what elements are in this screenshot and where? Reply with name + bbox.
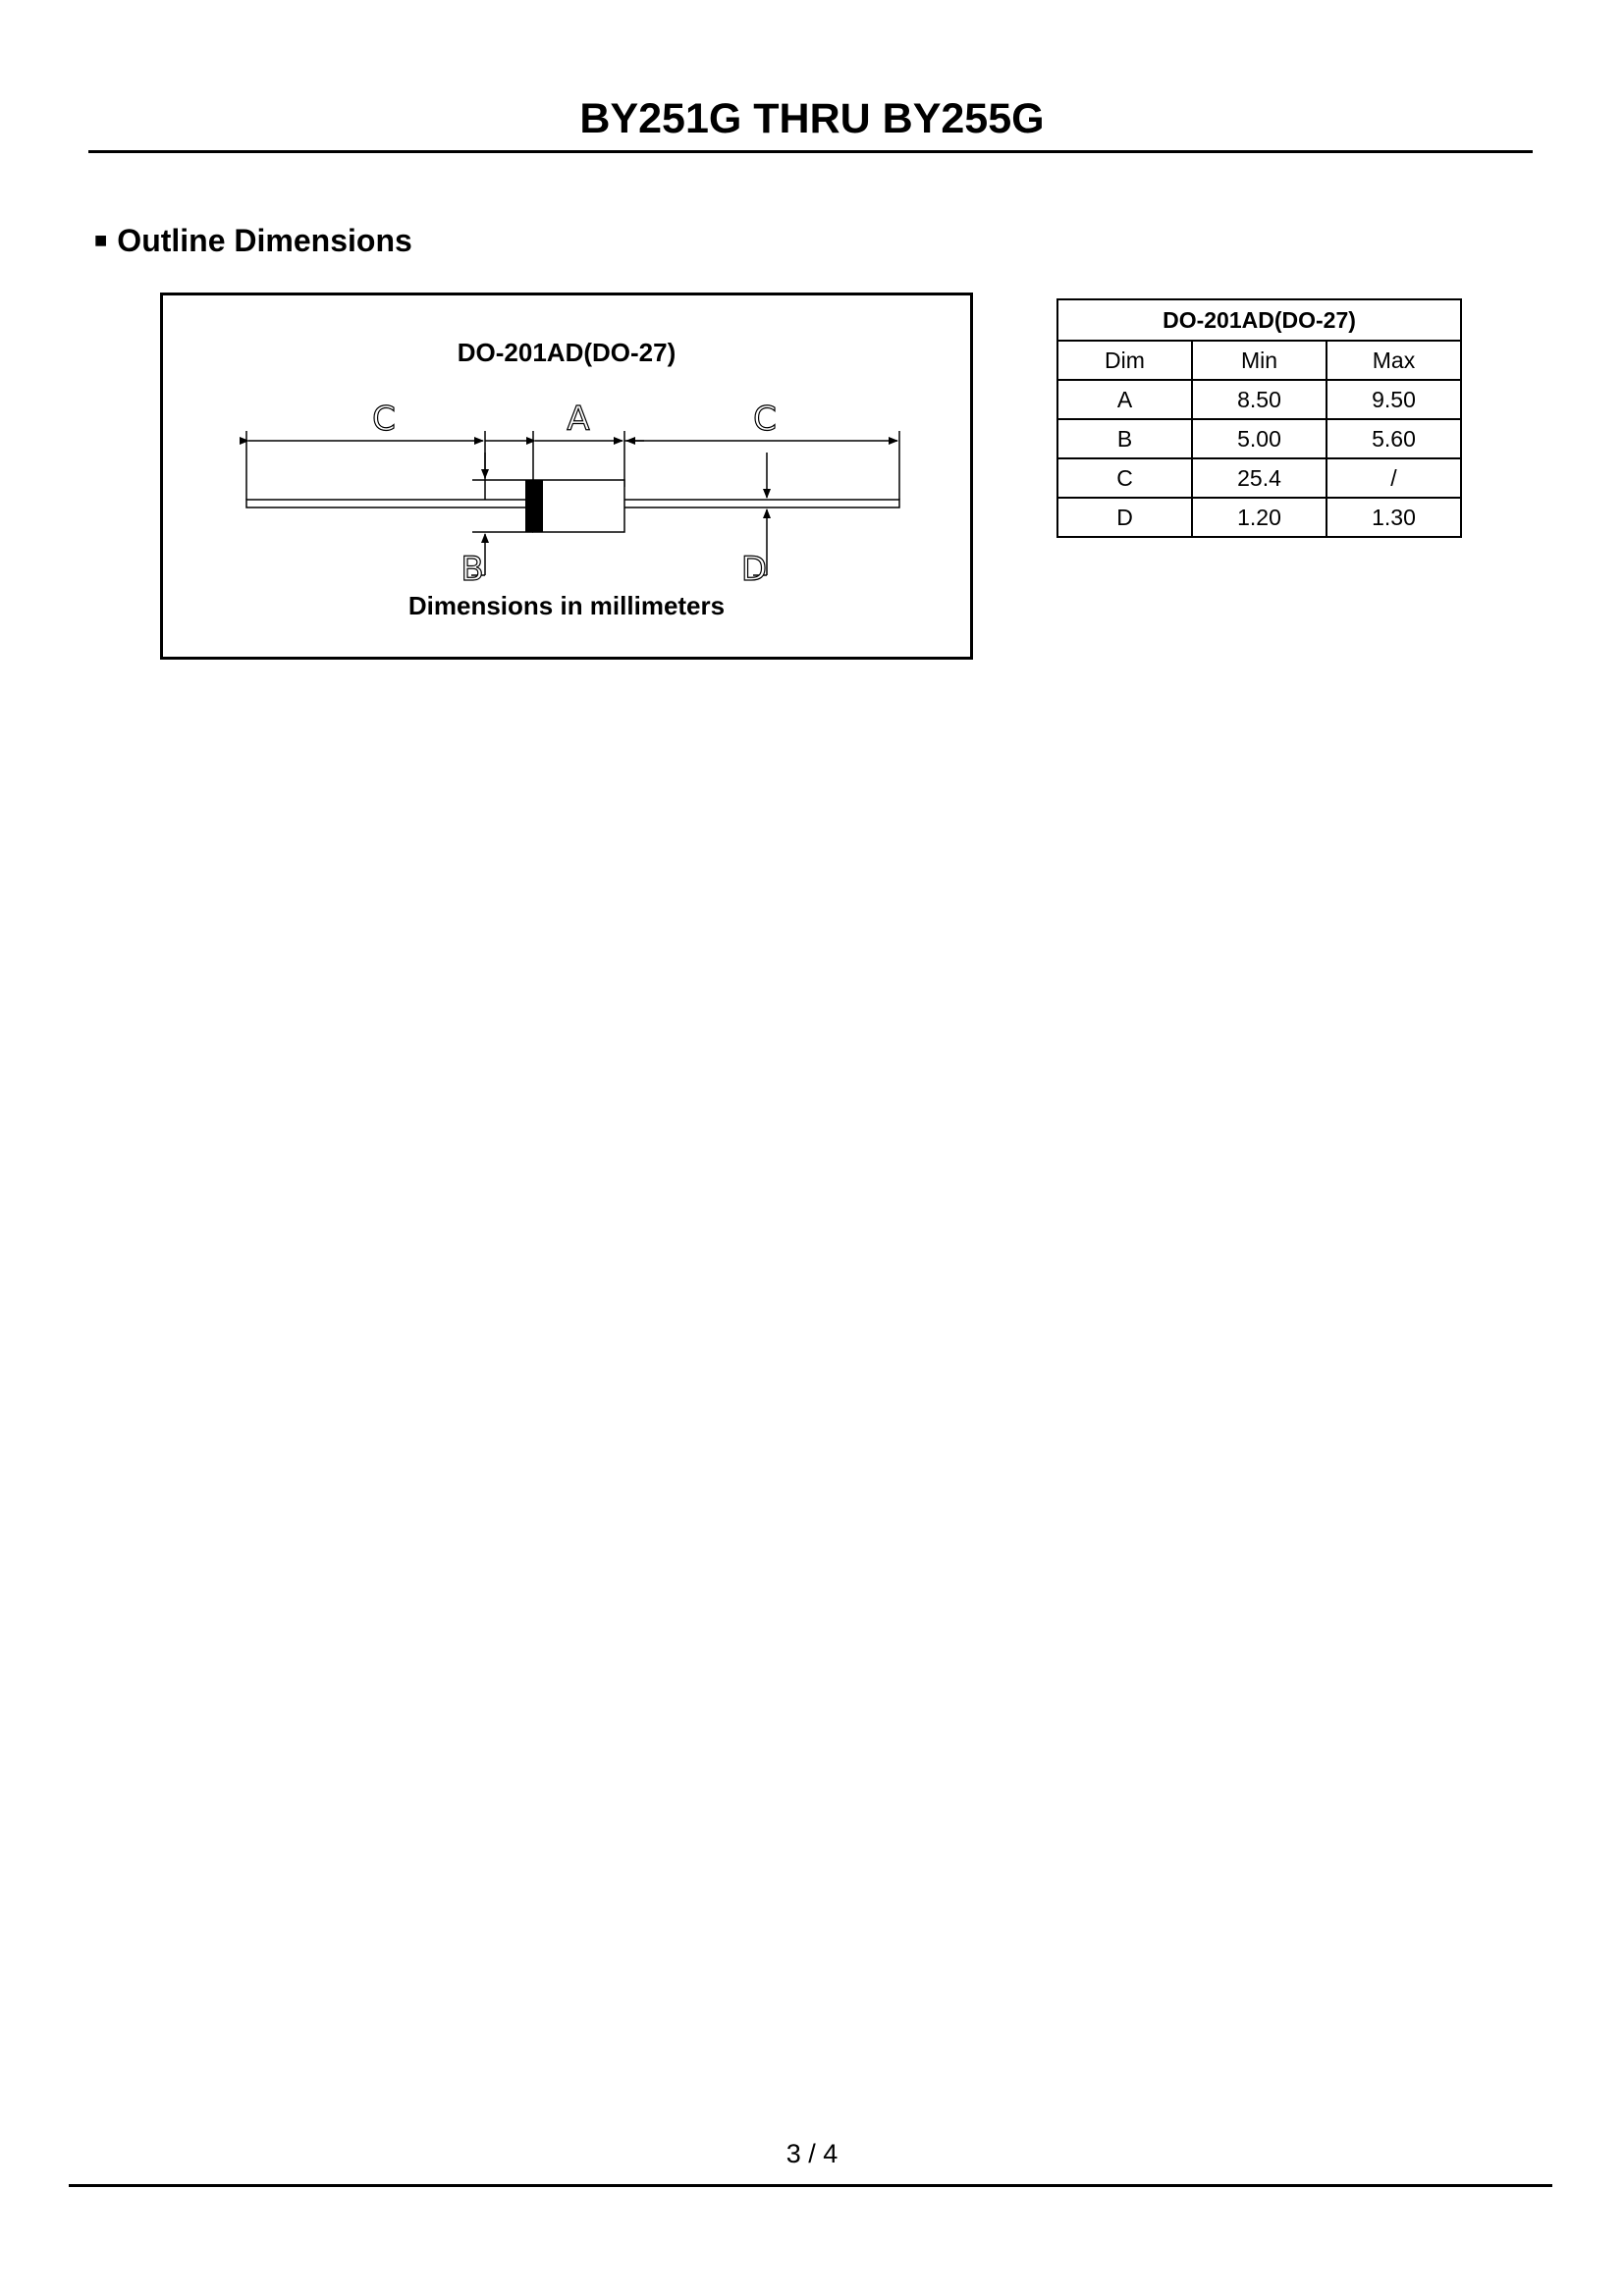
- table-row: [1057, 498, 1461, 537]
- cell-dim: C: [1057, 458, 1192, 498]
- cell-dim: B: [1057, 419, 1192, 458]
- footer-divider: [69, 2184, 1552, 2187]
- cell-max: 1.30: [1326, 498, 1461, 537]
- cell-min: 1.20: [1192, 498, 1326, 537]
- label-c-right: C: [753, 400, 777, 439]
- document-title: BY251G THRU BY255G: [579, 95, 1045, 142]
- figure-title: DO-201AD(DO-27): [457, 338, 677, 367]
- label-b: B: [460, 550, 484, 589]
- section-heading-text: Outline Dimensions: [117, 223, 412, 258]
- label-d: D: [740, 550, 768, 589]
- diode-body: [533, 480, 624, 532]
- square-bullet-icon: ■: [94, 228, 108, 252]
- dimensions-table: [1056, 298, 1462, 538]
- cell-max: 9.50: [1326, 380, 1461, 419]
- column-header-dim: Dim: [1057, 341, 1192, 380]
- table-row: [1057, 419, 1461, 458]
- column-header-max: Max: [1326, 341, 1461, 380]
- cell-dim: A: [1057, 380, 1192, 419]
- cell-min: 5.00: [1192, 419, 1326, 458]
- cell-max: 5.60: [1326, 419, 1461, 458]
- table-row: [1057, 380, 1461, 419]
- column-header-min: Min: [1192, 341, 1326, 380]
- table-row: [1057, 458, 1461, 498]
- table-caption-row: [1057, 299, 1461, 341]
- cell-max: /: [1326, 458, 1461, 498]
- table-header-row: [1057, 341, 1461, 380]
- cell-dim: D: [1057, 498, 1192, 537]
- cell-min: 25.4: [1192, 458, 1326, 498]
- label-a: A: [567, 400, 590, 439]
- section-heading: [94, 225, 412, 256]
- outline-figure: [160, 293, 973, 660]
- table-caption: DO-201AD(DO-27): [1057, 299, 1461, 341]
- title-divider: [88, 150, 1533, 153]
- label-c-left: C: [372, 400, 396, 439]
- cathode-band: [525, 480, 543, 532]
- page-number: 3 / 4: [785, 2139, 839, 2168]
- figure-caption: Dimensions in millimeters: [407, 591, 726, 620]
- cell-min: 8.50: [1192, 380, 1326, 419]
